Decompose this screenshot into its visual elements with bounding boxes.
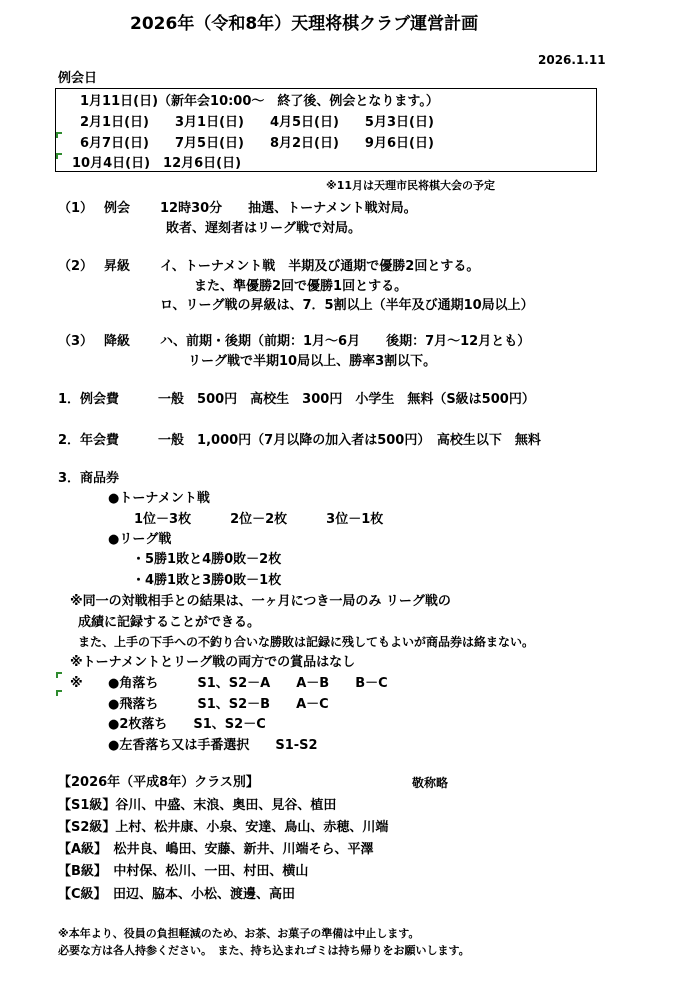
league-label: ●リーグ戦 <box>108 532 172 547</box>
rule-2-line: ロ、リーグ戦の昇級は、7．5割以上（半年及び通期10局以上） <box>160 298 534 313</box>
honorific-note: 敬称略 <box>412 776 449 790</box>
class-row: 【S1級】谷川、中盛、末浪、奥田、見谷、植田 <box>58 798 337 813</box>
rule-1-line: 敗者、遅刻者はリーグ戦で対局。 <box>166 221 362 236</box>
meeting-day-row: 10月4日(日) 12月6日(日) <box>72 156 242 171</box>
cell-marker-icon <box>56 690 62 696</box>
prizes-heading: 3．商品券 <box>58 471 120 486</box>
cell-marker-icon <box>56 672 62 678</box>
cell-marker-icon <box>56 132 62 138</box>
rule-3-label: 降級 <box>104 334 131 349</box>
rule-1-number: （1） <box>58 201 94 216</box>
fee-meeting: 1．例会費 一般 500円 高校生 300円 小学生 無料（S級は500円） <box>58 392 535 407</box>
prize-note: 成績に記録することができる。 <box>78 615 261 630</box>
meeting-day-row: 1月11日(日)（新年会10:00～ 終了後、例会となります。） <box>80 94 439 109</box>
meeting-day-row: 6月7日(日) 7月5日(日) 8月2日(日) 9月6日(日) <box>80 136 434 151</box>
handicap-row: ●左香落ち又は手番選択 S1-S2 <box>108 738 318 753</box>
cell-marker-icon <box>56 153 62 159</box>
classes-heading: 【2026年（平成8年）クラス別】 <box>58 775 259 790</box>
rule-2-line: また、準優勝2回で優勝1回とする。 <box>194 279 408 294</box>
rule-3-line: ハ、前期・後期（前期：1月～6月 後期：7月～12月とも） <box>160 334 531 349</box>
class-row: 【S2級】上村、松井康、小泉、安達、鳥山、赤穂、川端 <box>58 820 389 835</box>
league-line: ・5勝1敗と4勝0敗－2枚 <box>132 552 282 567</box>
rule-1-label: 例会 <box>104 201 131 216</box>
handicap-mark: ※ <box>70 676 83 691</box>
meeting-days-note: ※11月は天理市民将棋大会の予定 <box>326 179 496 192</box>
handicap-row: ●角落ち S1、S2－A A－B B－C <box>108 676 388 691</box>
class-row: 【A級】 松井良、嶋田、安藤、新井、川端そら、平澤 <box>58 842 374 857</box>
prize-note: また、上手の下手への不釣り合いな勝敗は記録に残してもよいが商品券は絡まない。 <box>78 635 535 649</box>
handicap-row: ●2枚落ち S1、S2－C <box>108 717 266 732</box>
meeting-day-row: 2月1日(日) 3月1日(日) 4月5日(日) 5月3日(日) <box>80 115 434 130</box>
fee-annual: 2．年会費 一般 1,000円（7月以降の加入者は500円） 高校生以下 無料 <box>58 433 541 448</box>
rule-2-label: 昇級 <box>104 259 131 274</box>
tournament-label: ●トーナメント戦 <box>108 491 210 506</box>
document-date: 2026.1.11 <box>538 53 606 67</box>
tournament-detail: 1位－3枚 2位－2枚 3位－1枚 <box>134 512 384 527</box>
class-row: 【B級】 中村保、松川、一田、村田、横山 <box>58 864 309 879</box>
handicap-row: ●飛落ち S1、S2－B A－C <box>108 697 329 712</box>
meeting-days-heading: 例会日 <box>58 71 98 86</box>
rule-3-number: （3） <box>58 334 94 349</box>
prize-note: ※トーナメントとリーグ戦の両方での賞品はなし <box>70 655 356 670</box>
prize-note: ※同一の対戦相手との結果は、一ヶ月につき一局のみ リーグ戦の <box>70 594 451 609</box>
page-title: 2026年（令和8年）天理将棋クラブ運営計画 <box>130 14 479 34</box>
rule-1-line: 12時30分 抽選、トーナメント戦対局。 <box>160 201 417 216</box>
footer-note: 必要な方は各人持参ください。 また、持ち込まれゴミは持ち帰りをお願いします。 <box>58 944 470 957</box>
league-line: ・4勝1敗と3勝0敗－1枚 <box>132 573 282 588</box>
rule-2-line: イ、トーナメント戦 半期及び通期で優勝2回とする。 <box>160 259 480 274</box>
footer-note: ※本年より、役員の負担軽減のため、お茶、お菓子の準備は中止します。 <box>58 927 420 940</box>
class-row: 【C級】 田辺、脇本、小松、渡邊、高田 <box>58 887 296 902</box>
rule-2-number: （2） <box>58 259 94 274</box>
rule-3-line: リーグ戦で半期10局以上、勝率3割以下。 <box>188 354 437 369</box>
